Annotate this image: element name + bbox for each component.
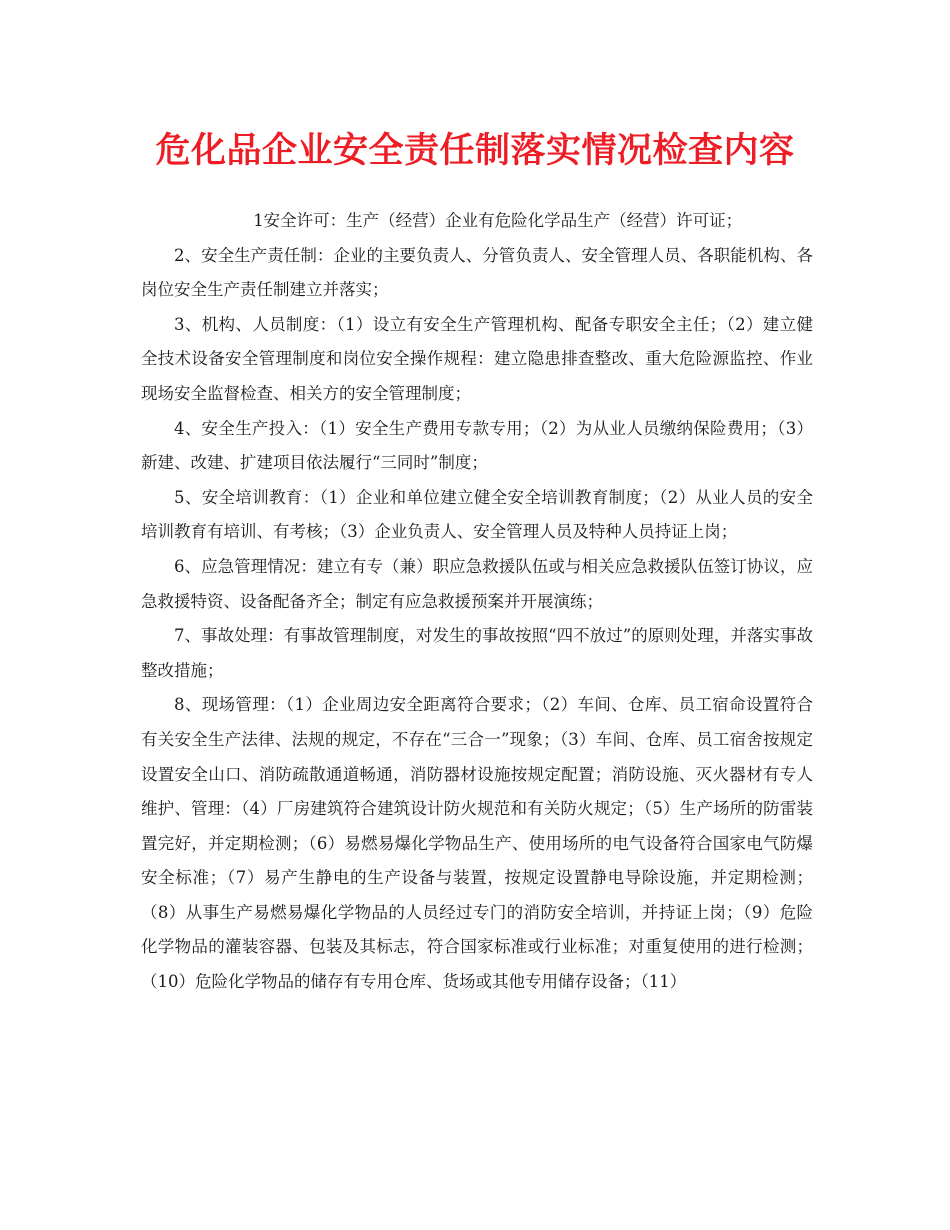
- paragraph-safety-permit: 1安全许可：生产（经营）企业有危险化学品生产（经营）许可证；: [253, 211, 743, 230]
- paragraph-site-management: 8、现场管理：（1）企业周边安全距离符合要求；（2）车间、仓库、员工宿命设置符合有关安全生产法律、法规的规定，不存在“三合一”现象；（3）车间、仓库、员工宿舍按规定设置安全山口、消防疏散通道畅通，消防器材设施按规定配置；消防设施、灭火器材有专人维护、管理：（4）厂房建筑符合建筑设计防火规范和有关防火规定；（5）生产场所的防雷装置完好，并定期检测；（6）易燃易爆化学物品生产、使用场所的电气设备符合国家电气防爆安全标准；（7）易产生静电的生产设备与装置，按规定设置静电导除设施，并定期检测；（8）从事生产易燃易爆化学物品的人员经过专门的消防安全培训，并持证上岗；（9）危险化学物品的灌装容器、包装及其标志，符合国家标准或行业标准；对重复使用的进行检测；（10）危险化学物品的储存有专用仓库、货场或其他专用储存设备；（11）: [141, 695, 813, 992]
- paragraph-accident-handling: 7、事故处理：有事故管理制度，对发生的事故按照“四不放过”的原则处理，并落实事故整改措施；: [141, 626, 813, 680]
- document-title: 危化品企业安全责任制落实情况检查内容: [155, 130, 795, 171]
- paragraph-safety-investment: 4、安全生产投入：（1）安全生产费用专款专用；（2）为从业人员缴纳保险费用；（3）新建、改建、扩建项目依法履行“三同时”制度；: [141, 418, 813, 473]
- paragraph-organization-personnel: 3、机构、人员制度：（1）设立有安全生产管理机构、配备专职安全主任；（2）建立健全技术设备安全管理制度和岗位安全操作规程：建立隐患排查整改、重大危险源监控、作业现场安全监督检查、相关方的安全管理制度；: [141, 314, 813, 403]
- paragraph-safety-training: 5、安全培训教育：（1）企业和单位建立健全安全培训教育制度；（2）从业人员的安全培训教育有培训、有考核；（3）企业负责人、安全管理人员及特种人员持证上岗；: [141, 487, 813, 542]
- document-body: [141, 204, 813, 1000]
- paragraph-emergency-management: 6、应急管理情况：建立有专（兼）职应急救援队伍或与相关应急救援队伍签订协议，应急救援特资、设备配备齐全；制定有应急救援预案并开展演练；: [141, 556, 813, 611]
- paragraph-responsibility-system: 2、安全生产责任制：企业的主要负责人、分管负责人、安全管理人员、各职能机构、各岗位安全生产责任制建立并落实；: [141, 245, 813, 300]
